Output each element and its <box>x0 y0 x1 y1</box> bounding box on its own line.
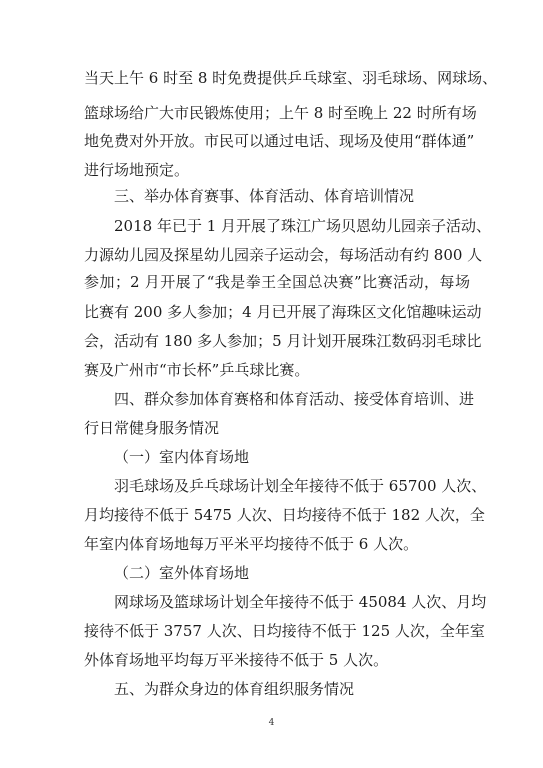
body-text-line: 年室内体育场地每万平米平均接待不低于 6 人次。 <box>84 535 419 553</box>
section-heading-4-cont: 行日常健身服务情况 <box>84 419 220 437</box>
body-text-line: 会，活动有 180 多人参加；5 月计划开展珠江数码羽毛球比 <box>84 332 482 350</box>
body-text-line: 进行场地预定。 <box>84 161 190 179</box>
section-heading-4: 四、群众参加体育赛格和体育活动、接受体育培训、进 <box>114 390 475 408</box>
body-text-line: 地免费对外开放。市民可以通过电话、现场及使用“群体通” <box>84 132 475 150</box>
body-text-line: 月均接待不低于 5475 人次、日均接待不低于 182 人次，全 <box>84 506 485 524</box>
body-text-line: 当天上午 6 时至 8 时免费提供乒乓球室、羽毛球场、网球场、 <box>84 69 498 87</box>
body-text-line: 比赛有 200 多人参加；4 月已开展了海珠区文化馆趣味运动 <box>84 303 482 321</box>
body-text-line: 羽毛球场及乒乓球场计划全年接待不低于 65700 人次、 <box>114 477 487 495</box>
body-text-line: 参加；2 月开展了“我是拳王全国总决赛”比赛活动，每场 <box>84 273 470 291</box>
body-text-line: 接待不低于 3757 人次、日均接待不低于 125 人次，全年室 <box>84 622 485 640</box>
body-text-line: 篮球场给广大市民锻炼使用；上午 8 时至晚上 22 时所有场 <box>84 104 477 122</box>
body-text-line: 赛及广州市“市长杯”乒乓球比赛。 <box>84 361 310 379</box>
subsection-heading-indoor: （一）室内体育场地 <box>114 448 250 466</box>
body-text-line: 力源幼儿园及探星幼儿园亲子运动会，每场活动有约 800 人 <box>84 246 483 264</box>
section-heading-5: 五、为群众身边的体育组织服务情况 <box>114 680 355 698</box>
body-text-line: 网球场及篮球场计划全年接待不低于 45084 人次、月均 <box>114 593 487 611</box>
section-heading-3: 三、举办体育赛事、体育活动、体育培训情况 <box>114 187 415 205</box>
page-number: 4 <box>268 718 275 728</box>
body-text-line: 外体育场地平均每万平米接待不低于 5 人次。 <box>84 651 389 669</box>
subsection-heading-outdoor: （二）室外体育场地 <box>114 564 250 582</box>
body-text-line: 2018 年已于 1 月开展了珠江广场贝恩幼儿园亲子活动、 <box>114 217 492 235</box>
